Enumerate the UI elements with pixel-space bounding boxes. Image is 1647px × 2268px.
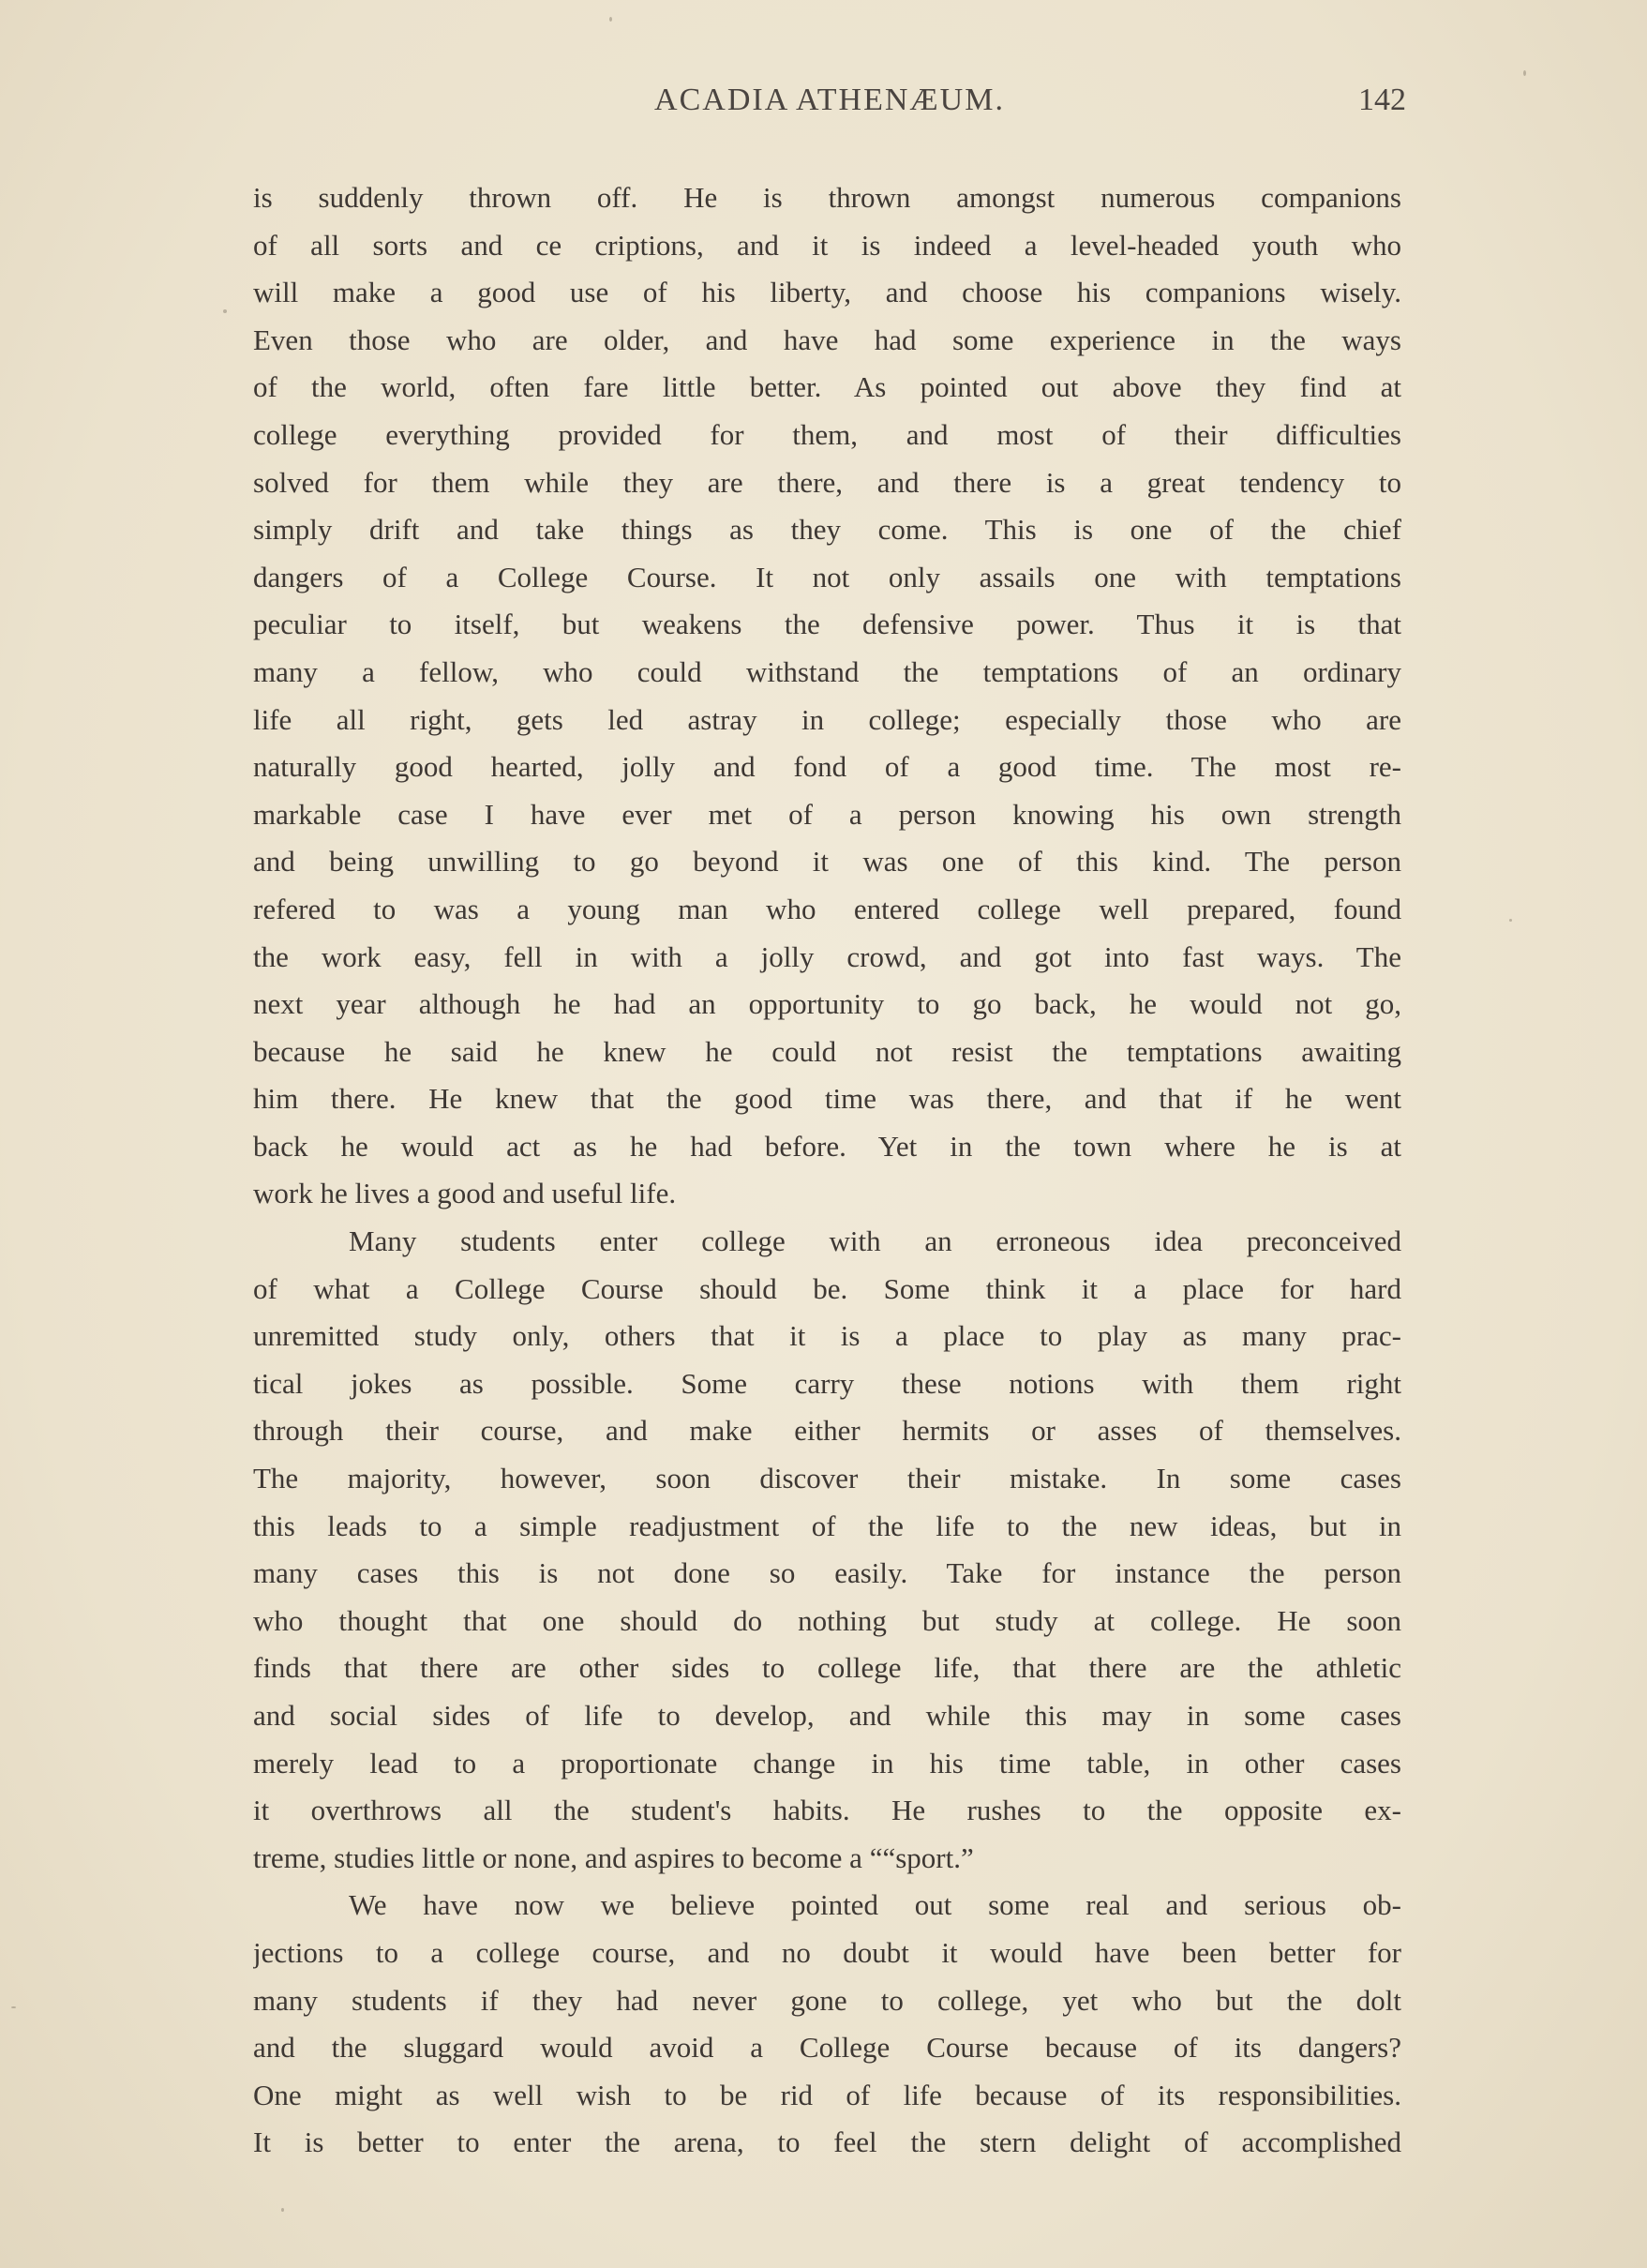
text-line: One might as well wish to be rid of life because of its responsibilities. [253,2078,1401,2111]
text-line: the work easy, fell in with a jolly crowd, and got into fast ways. The [253,939,1401,973]
text-line: this leads to a simple readjustment of the life to the new ideas, but in [253,1509,1401,1542]
text-line: college everything provided for them, and most of their difficulties [253,417,1401,451]
text-line: treme, studies little or none, and aspires to become a ““sport.” [253,1840,974,1874]
text-line: Even those who are older, and have had some experience in the ways [253,323,1401,356]
text-line: jections to a college course, and no doubt it would have been better for [253,1935,1401,1969]
text-line: and being unwilling to go beyond it was one of this kind. The person [253,845,1401,879]
text-line: dangers of a College Course. It not only assails one with temptations [253,560,1401,593]
speck [1509,919,1512,922]
text-line: it overthrows all the student's habits. He rushes to the opposite ex- [253,1794,1401,1827]
text-line: is suddenly thrown off. He is thrown amongst numerous companions [253,181,1401,214]
text-line: him there. He knew that the good time was there, and that if he went [253,1082,1401,1116]
speck [223,309,227,313]
speck [1523,70,1526,76]
text-line: peculiar to itself, but weakens the defensive power. Thus it is that [253,608,1401,641]
paragraph-first-line: Many students enter college with an erroneous idea preconceived [349,1224,1401,1258]
text-line: will make a good use of his liberty, and choose his companions wisely. [253,276,1401,309]
text-line: of what a College Course should be. Some think it a place for hard [253,1271,1401,1305]
text-line: of the world, often fare little better. As pointed out above they find at [253,370,1401,404]
text-line: solved for them while they are there, and there is a great tendency to [253,465,1401,499]
text-line: and social sides of life to develop, and while this may in some cases [253,1699,1401,1732]
text-line: naturally good hearted, jolly and fond of a good time. The most re- [253,750,1401,784]
speck [609,17,612,22]
text-line: next year although he had an opportunity to go back, he would not go, [253,987,1401,1021]
text-line: through their course, and make either hermits or asses of themselves. [253,1414,1401,1448]
body-text [253,174,1401,2167]
speck [11,2006,16,2008]
text-line: of all sorts and ce criptions, and it is indeed a level-headed youth who [253,228,1401,262]
page-number: 142 [1358,83,1406,117]
text-line: It is better to enter the arena, to feel the stern delight of accomplished [253,2125,1401,2159]
text-line: refered to was a young man who entered college well prepared, found [253,892,1401,925]
text-line: many a fellow, who could withstand the temptations of an ordinary [253,654,1401,688]
text-line: unremitted study only, others that it is a place to play as many prac- [253,1319,1401,1353]
text-line: work he lives a good and useful life. [253,1177,677,1210]
text-line: many students if they had never gone to college, yet who but the dolt [253,1983,1401,2017]
page-header [253,83,1406,129]
text-line: back he would act as he had before. Yet in the town where he is at [253,1129,1401,1163]
text-line: and the sluggard would avoid a College Course because of its dangers? [253,2031,1401,2065]
speck [281,2208,284,2212]
text-line: finds that there are other sides to college life, that there are the athletic [253,1651,1401,1685]
text-line: who thought that one should do nothing but study at college. He soon [253,1603,1401,1637]
text-line: life all right, gets led astray in college; especially those who are [253,702,1401,736]
paragraph-first-line: We have now we believe pointed out some real and serious ob- [349,1888,1401,1922]
text-line: tical jokes as possible. Some carry these notions with them right [253,1366,1401,1400]
text-line: markable case I have ever met of a person knowing his own strength [253,797,1401,831]
text-line: The majority, however, soon discover their mistake. In some cases [253,1462,1401,1495]
text-line: merely lead to a proportionate change in his time table, in other cases [253,1746,1401,1780]
running-title: ACADIA ATHENÆUM. [654,83,1005,117]
text-line: many cases this is not done so easily. Take for instance the person [253,1556,1401,1590]
text-line: because he said he knew he could not resist the temptations awaiting [253,1034,1401,1068]
text-line: simply drift and take things as they come. This is one of the chief [253,513,1401,547]
